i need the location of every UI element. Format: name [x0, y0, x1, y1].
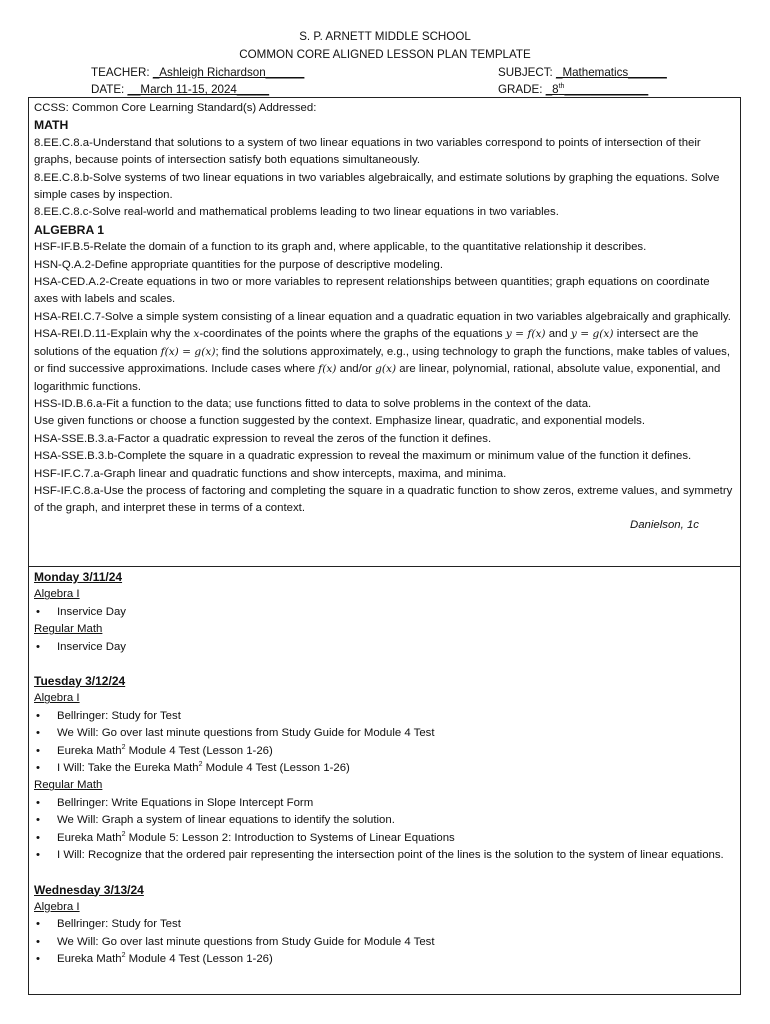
- standard-item-rei-d11: HSA-REI.D.11-Explain why the x-coordinates of the points where the graphs of the equations y = f(x) and y = g(x) intersect are the solutions of the equation f(x) = g(x); find the solutions approximately, e.g., using technology to graph the functions, make tables of values, or find successive approximations. Include cases where f(x) and/or g(x) are linear, polynomial, rational, absolute value, exponential, and logarithmic functions.: [34, 328, 731, 393]
- tuesday-algebra-list: [34, 708, 735, 778]
- standard-item: 8.EE.C.8.b-Solve systems of two linear equations in two variables algebraically, and estimate solutions by graphing the equations. Solve simple cases by inspection.: [34, 171, 720, 202]
- monday-algebra-list: [34, 604, 735, 621]
- algebra-heading: ALGEBRA 1: [34, 222, 104, 237]
- list-item: • I Will: Take the Eureka Math$^2$ Module 4 Test (Lesson 1-26): [34, 760, 735, 777]
- standard-item: HSA-SSE.B.3.a-Factor a quadratic expression to reveal the zeros of the function it defines.: [34, 432, 492, 445]
- subject-value: _Mathematics______: [556, 66, 667, 79]
- teacher-label: TEACHER:: [91, 66, 150, 79]
- date-label: DATE:: [91, 83, 125, 96]
- daily-plan-section: [28, 566, 741, 995]
- course-label-algebra: Algebra I: [34, 900, 80, 913]
- standard-item: HSF-IF.C.7.a-Graph linear and quadratic functions and show intercepts, maxima, and minima.: [34, 467, 507, 480]
- list-item: • We Will: Graph a system of linear equations to identify the solution.: [34, 812, 735, 829]
- subject-label: SUBJECT:: [498, 66, 553, 79]
- math-heading: MATH: [34, 118, 69, 133]
- teacher-line: [91, 66, 304, 79]
- standard-item: HSS-ID.B.6.a-Fit a function to the data; use functions fitted to data to solve problems in the context of the data.: [34, 397, 592, 410]
- day-title-monday: Monday 3/11/24: [34, 570, 123, 584]
- wednesday-algebra-list: [34, 916, 735, 968]
- standard-item: HSA-CED.A.2-Create equations in two or more variables to represent relationships between quantities; graph equations on coordinate axes with labels and scales.: [34, 276, 710, 306]
- tuesday-regular-list: [34, 795, 735, 865]
- standard-item: HSA-REI.C.7-Solve a simple system consisting of a linear equation and a quadratic equation in two variables algebraically and graphically.: [34, 310, 731, 323]
- date-line: [91, 83, 269, 96]
- list-item: • Inservice Day: [34, 604, 735, 621]
- standard-item: HSN-Q.A.2-Define appropriate quantities for the purpose of descriptive modeling.: [34, 258, 444, 271]
- standard-item: 8.EE.C.8.a-Understand that solutions to a system of two linear equations in two variables correspond to points of intersection of their graphs, because points of intersection satisfy both equations simultaneously.: [34, 136, 701, 167]
- standard-item: HSF-IF.B.5-Relate the domain of a function to its graph and, where applicable, to the quantitative relationship it describes.: [34, 241, 647, 254]
- school-name: S. P. ARNETT MIDDLE SCHOOL: [299, 30, 471, 43]
- grade-value: _8th_____________: [545, 83, 649, 96]
- list-item: • Bellringer: Write Equations in Slope Intercept Form: [34, 795, 735, 812]
- day-title-tuesday: Tuesday 3/12/24: [34, 674, 126, 689]
- list-item: • We Will: Go over last minute questions from Study Guide for Module 4 Test: [34, 934, 735, 951]
- course-label-regular: Regular Math: [34, 623, 103, 636]
- course-label-regular: Regular Math: [34, 779, 103, 792]
- course-label-algebra: Algebra I: [34, 588, 80, 601]
- list-item: • Eureka Math$^2$ Module 4 Test (Lesson 1-26): [34, 743, 735, 760]
- grade-line: [498, 83, 648, 96]
- list-item: • Inservice Day: [34, 639, 735, 656]
- monday-regular-list: [34, 639, 735, 656]
- list-item: • We Will: Go over last minute questions from Study Guide for Module 4 Test: [34, 725, 735, 742]
- standard-item: Use given functions or choose a function suggested by the context. Emphasize linear, quadratic, and exponential models.: [34, 415, 646, 428]
- standard-item: HSA-SSE.B.3.b-Complete the square in a quadratic expression to reveal the maximum or minimum value of the function it defines.: [34, 450, 692, 463]
- teacher-value: _Ashleigh Richardson______: [152, 66, 305, 79]
- standards-heading: CCSS: Common Core Learning Standard(s) Addressed:: [34, 102, 317, 114]
- template-title: COMMON CORE ALIGNED LESSON PLAN TEMPLATE: [239, 48, 531, 61]
- day-title-wednesday: Wednesday 3/13/24: [34, 882, 144, 897]
- list-item: • Eureka Math$^2$ Module 4 Test (Lesson 1-26): [34, 951, 735, 968]
- list-item: • Bellringer: Study for Test: [34, 708, 735, 725]
- grade-label: GRADE:: [498, 83, 543, 96]
- list-item: • Bellringer: Study for Test: [34, 916, 735, 933]
- course-label-algebra: Algebra I: [34, 692, 80, 705]
- list-item: • I Will: Recognize that the ordered pair representing the intersection point of the lines is the solution to the system of linear equations.: [34, 847, 735, 864]
- standard-item: 8.EE.C.8.c-Solve real-world and mathematical problems leading to two linear equations in two variables.: [34, 206, 559, 219]
- danielson-credit: Danielson, 1c: [629, 518, 699, 531]
- subject-line: [498, 66, 667, 79]
- date-value: __March 11-15, 2024_____: [127, 83, 270, 96]
- list-item: • Eureka Math$^2$ Module 5: Lesson 2: Introduction to Systems of Linear Equations: [34, 830, 735, 847]
- standard-item: HSF-IF.C.8.a-Use the process of factoring and completing the square in a quadratic function to show zeros, extreme values, and symmetry of the graph, and interpret these in terms of a context.: [34, 484, 733, 515]
- standards-section: [28, 97, 741, 567]
